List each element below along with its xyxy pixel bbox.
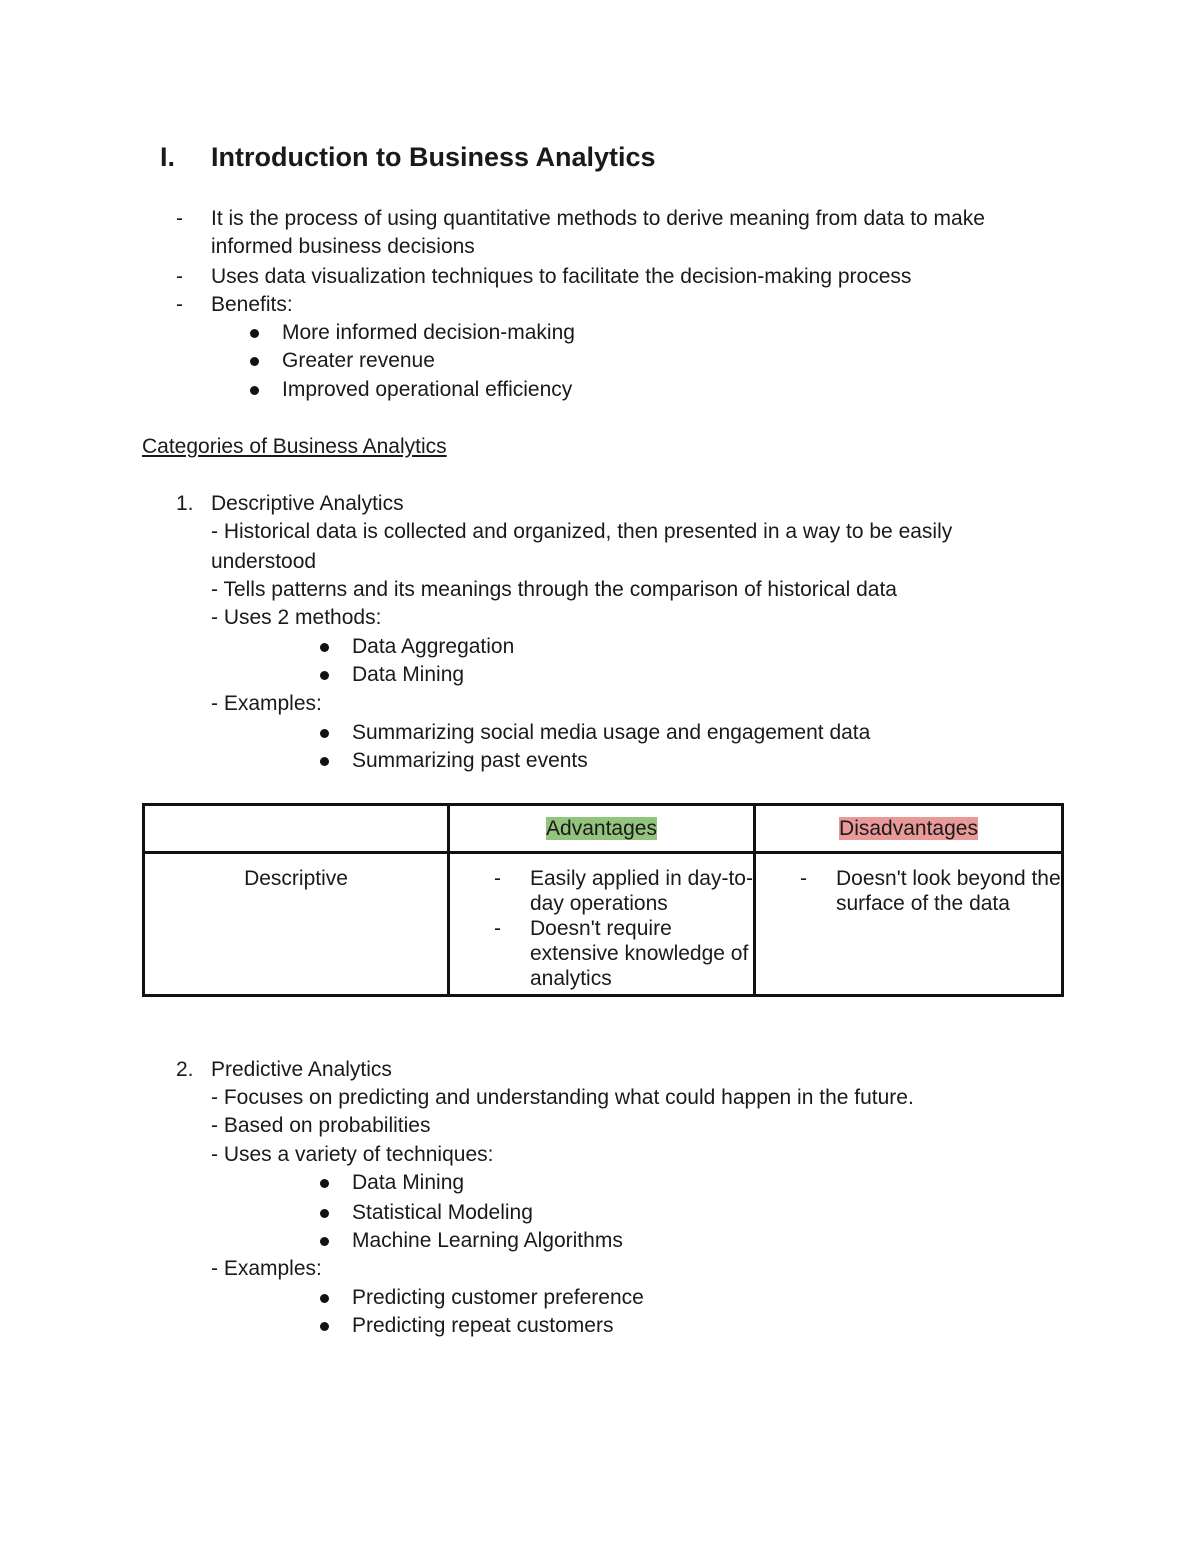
example-item: Summarizing social media usage and engagement data — [352, 721, 871, 744]
bullet-dot-icon — [320, 729, 329, 738]
row-label: Descriptive — [244, 867, 348, 890]
category-title: Descriptive Analytics — [211, 492, 404, 515]
technique-item: Machine Learning Algorithms — [352, 1229, 623, 1252]
bullet-dot-icon — [320, 1209, 329, 1218]
bullet-dot-icon — [320, 1322, 329, 1331]
bullet-dot-icon — [320, 757, 329, 766]
dash-marker: - — [494, 867, 501, 890]
disadvantage-text: Doesn't look beyond the surface of the data — [836, 867, 1061, 915]
example-item: Predicting repeat customers — [352, 1314, 614, 1337]
table-header-advantages — [449, 805, 755, 853]
dash-marker: - — [176, 207, 183, 230]
list-item — [450, 916, 753, 991]
example-item: Predicting customer preference — [352, 1286, 644, 1309]
predictive-line: - Uses a variety of techniques: — [211, 1143, 494, 1166]
list-number: 1. — [176, 492, 194, 515]
advantage-text: Easily applied in day-to-day operations — [530, 867, 753, 915]
benefit-item: Improved operational efficiency — [282, 378, 573, 401]
advantages-cell — [449, 853, 755, 996]
example-item: Summarizing past events — [352, 749, 588, 772]
bullet-dot-icon — [320, 671, 329, 680]
comparison-table — [142, 803, 1064, 997]
disadvantages-cell — [755, 853, 1063, 996]
table-header-disadvantages — [755, 805, 1063, 853]
descriptive-line: understood — [211, 550, 317, 573]
disadvantages-list — [756, 866, 1061, 916]
categories-heading: Categories of Business Analytics — [142, 435, 447, 458]
advantage-text: Doesn't require extensive knowledge of analytics — [530, 917, 749, 990]
list-item — [450, 866, 753, 916]
bullet-dot-icon — [320, 643, 329, 652]
advantages-list — [450, 866, 753, 991]
section-numeral: I. — [160, 142, 176, 172]
advantages-label: Advantages — [546, 817, 657, 840]
bullet-dot-icon — [250, 357, 259, 366]
dash-marker: - — [800, 867, 807, 890]
method-item: Data Mining — [352, 663, 465, 686]
dash-marker: - — [176, 265, 183, 288]
bullet-dot-icon — [320, 1294, 329, 1303]
bullet-dot-icon — [320, 1237, 329, 1246]
predictive-line: - Based on probabilities — [211, 1114, 431, 1137]
bullet-dot-icon — [320, 1179, 329, 1188]
table-header-empty — [144, 805, 449, 853]
disadvantages-label: Disadvantages — [839, 817, 978, 840]
dash-marker: - — [176, 293, 183, 316]
list-item — [756, 866, 1061, 916]
method-item: Data Aggregation — [352, 635, 515, 658]
table-header-row — [144, 805, 1063, 853]
benefit-item: More informed decision-making — [282, 321, 575, 344]
descriptive-line: - Tells patterns and its meanings through the comparison of historical data — [211, 578, 897, 601]
benefit-item: Greater revenue — [282, 349, 435, 372]
page-title: Introduction to Business Analytics — [211, 142, 656, 172]
table-row — [144, 853, 1063, 996]
intro-line: Benefits: — [211, 293, 293, 316]
list-number: 2. — [176, 1058, 194, 1081]
bullet-dot-icon — [250, 386, 259, 395]
technique-item: Statistical Modeling — [352, 1201, 533, 1224]
dash-marker: - — [494, 917, 501, 940]
descriptive-line: - Uses 2 methods: — [211, 606, 382, 629]
examples-label: - Examples: — [211, 1257, 322, 1280]
technique-item: Data Mining — [352, 1171, 465, 1194]
intro-line: It is the process of using quantitative methods to derive meaning from data to make — [211, 207, 985, 230]
examples-label: - Examples: — [211, 692, 322, 715]
category-title: Predictive Analytics — [211, 1058, 392, 1081]
bullet-dot-icon — [250, 329, 259, 338]
predictive-line: - Focuses on predicting and understanding what could happen in the future. — [211, 1086, 914, 1109]
descriptive-line: - Historical data is collected and organized, then presented in a way to be easily — [211, 520, 953, 543]
intro-line: Uses data visualization techniques to facilitate the decision-making process — [211, 265, 912, 288]
row-label-cell — [144, 853, 449, 996]
intro-line: informed business decisions — [211, 235, 475, 258]
